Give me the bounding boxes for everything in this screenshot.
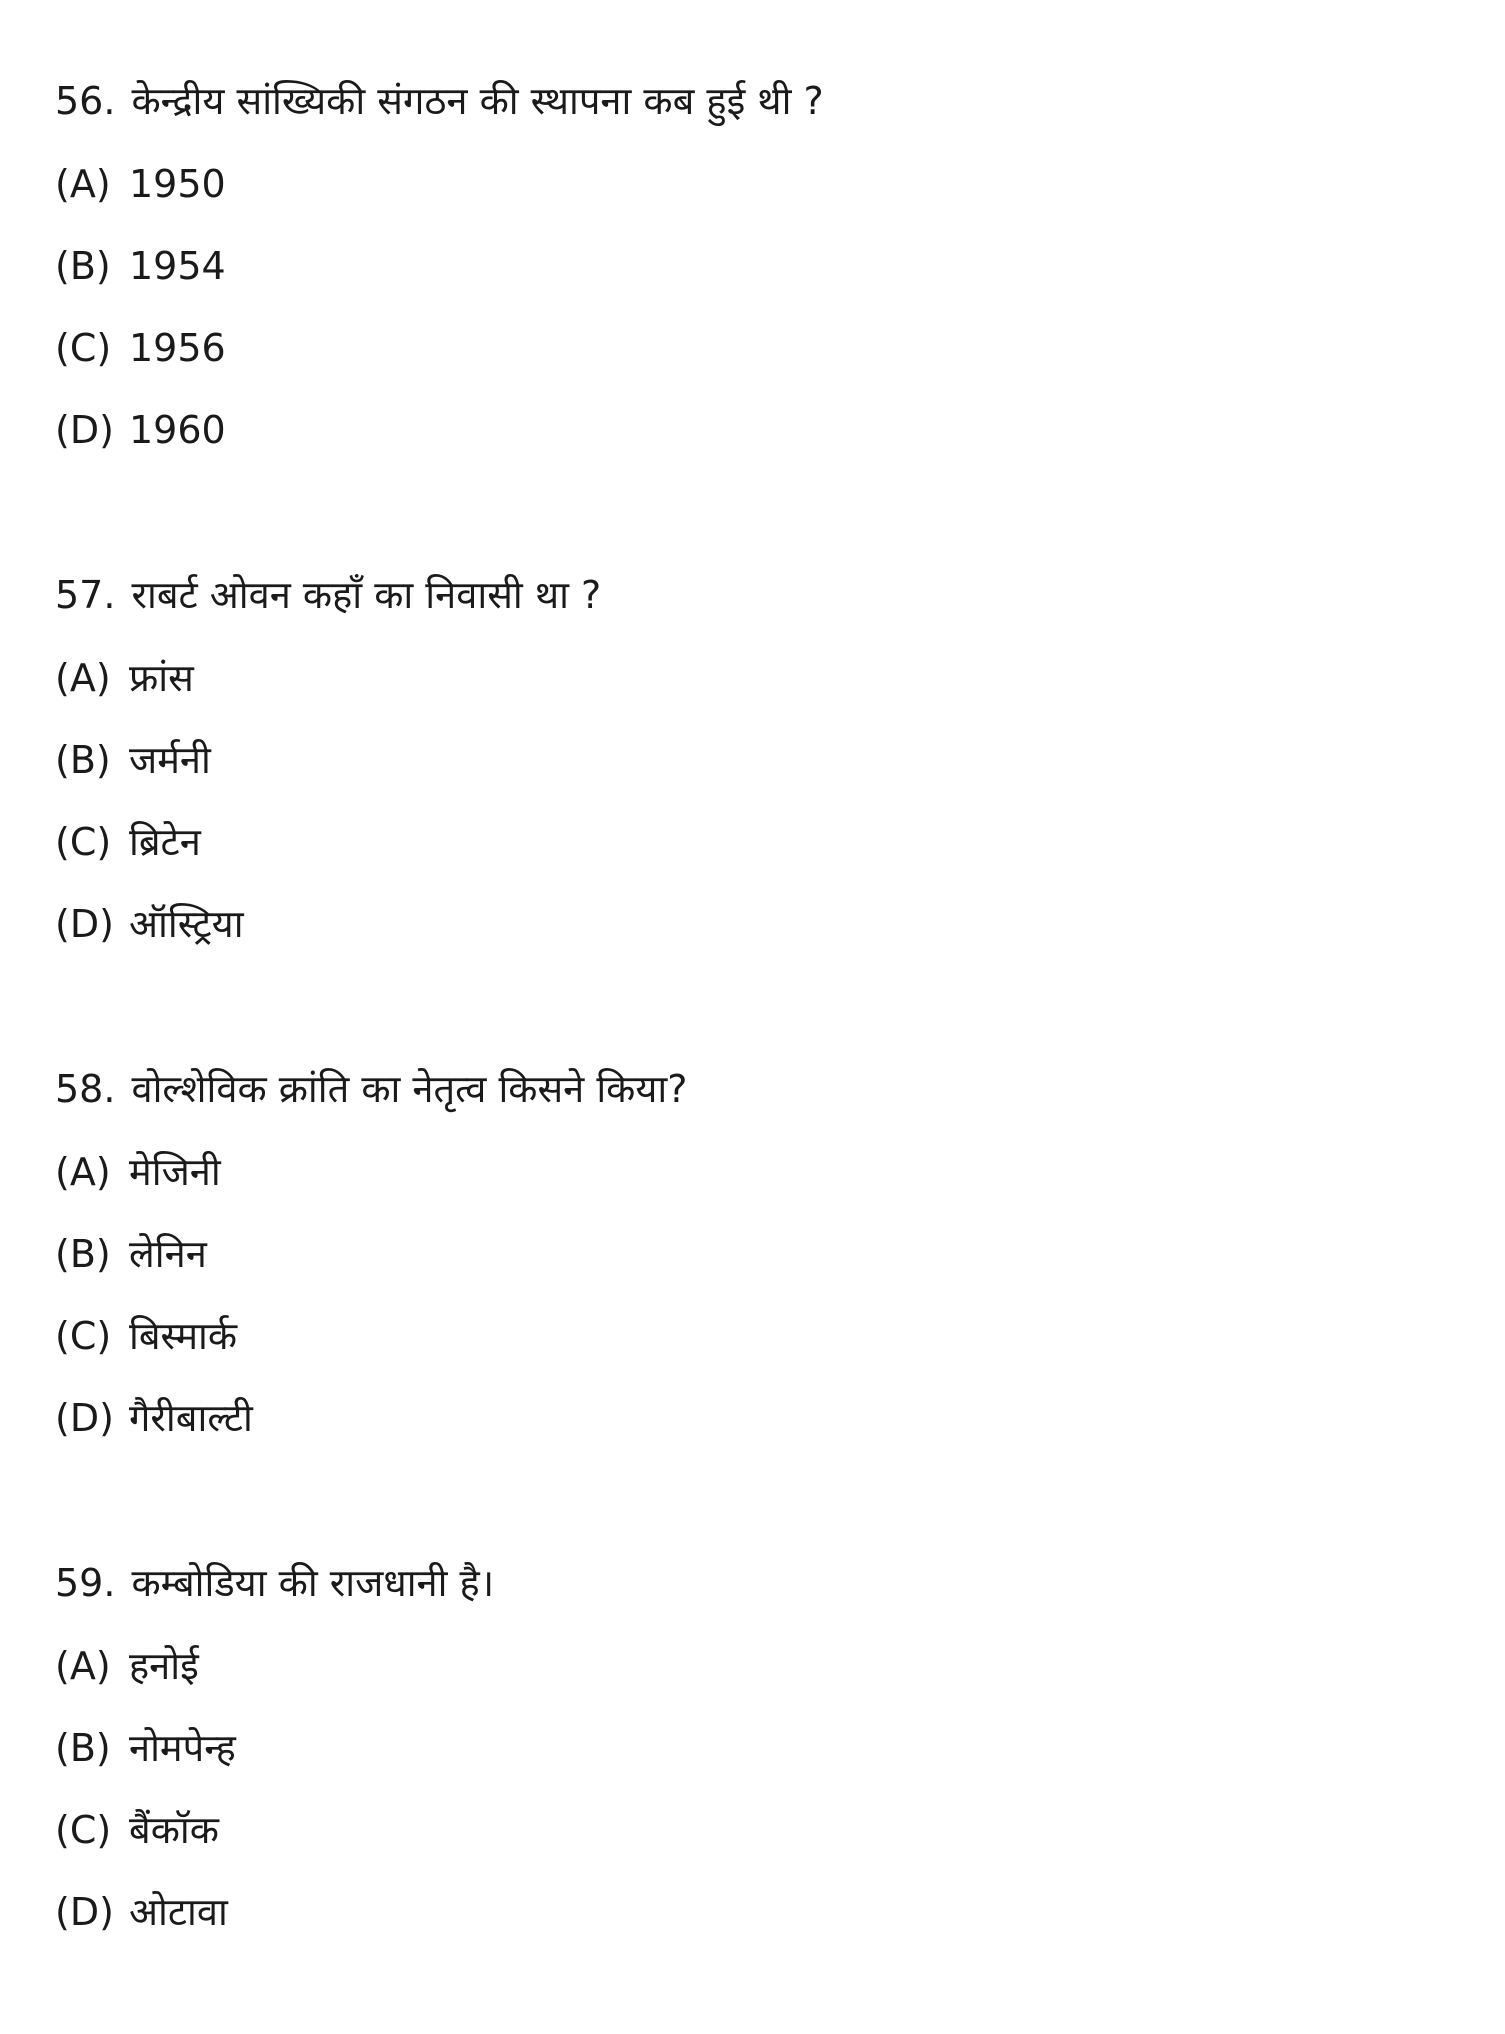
option-b[interactable] — [55, 731, 1455, 789]
option-label: (A) — [55, 1644, 111, 1688]
question-58 — [55, 1060, 1455, 1471]
question-number: 56. — [55, 79, 116, 123]
option-b[interactable] — [55, 1719, 1455, 1777]
option-label: (B) — [55, 738, 111, 782]
question-56 — [55, 72, 1455, 483]
option-d[interactable] — [55, 1389, 1455, 1447]
question-number: 57. — [55, 573, 116, 617]
option-text: 1960 — [129, 408, 226, 452]
option-list — [55, 155, 1455, 459]
option-label: (B) — [55, 1232, 111, 1276]
option-label: (A) — [55, 1150, 111, 1194]
option-c[interactable] — [55, 319, 1455, 377]
option-label: (B) — [55, 1726, 111, 1770]
option-text: ब्रिटेन — [129, 820, 201, 864]
option-list — [55, 1637, 1455, 1941]
option-label: (B) — [55, 244, 111, 288]
question-text: राबर्ट ओवन कहाँ का निवासी था ? — [131, 573, 602, 617]
option-a[interactable] — [55, 649, 1455, 707]
option-text: ओटावा — [129, 1890, 228, 1934]
question-text: कम्बोडिया की राजधानी है। — [131, 1561, 495, 1605]
option-label: (C) — [55, 326, 112, 370]
option-text: लेनिन — [129, 1232, 207, 1276]
option-text: बिस्मार्क — [129, 1314, 238, 1358]
option-label: (A) — [55, 656, 111, 700]
question-text: वोल्शेविक क्रांति का नेतृत्व किसने किया? — [131, 1067, 688, 1111]
question-number: 58. — [55, 1067, 116, 1111]
option-text: गैरीबाल्टी — [129, 1396, 253, 1440]
option-label: (D) — [55, 1890, 114, 1934]
option-label: (A) — [55, 162, 111, 206]
option-d[interactable] — [55, 895, 1455, 953]
option-text: जर्मनी — [129, 738, 211, 782]
option-label: (D) — [55, 1396, 114, 1440]
option-text: मेजिनी — [129, 1150, 221, 1194]
option-a[interactable] — [55, 1143, 1455, 1201]
option-label: (C) — [55, 820, 112, 864]
question-text-row — [55, 72, 1455, 130]
option-d[interactable] — [55, 401, 1455, 459]
option-text: 1954 — [129, 244, 226, 288]
question-text-row — [55, 566, 1455, 624]
question-number: 59. — [55, 1561, 116, 1605]
question-text-row — [55, 1554, 1455, 1612]
question-57 — [55, 566, 1455, 977]
question-59 — [55, 1554, 1455, 1965]
option-text: ऑस्ट्रिया — [129, 902, 244, 946]
option-text: 1956 — [129, 326, 226, 370]
option-c[interactable] — [55, 1801, 1455, 1859]
option-c[interactable] — [55, 1307, 1455, 1365]
option-d[interactable] — [55, 1883, 1455, 1941]
option-text: नोमपेन्ह — [129, 1726, 236, 1770]
option-label: (C) — [55, 1314, 112, 1358]
option-b[interactable] — [55, 237, 1455, 295]
option-b[interactable] — [55, 1225, 1455, 1283]
option-label: (D) — [55, 408, 114, 452]
option-text: बैंकॉक — [129, 1808, 219, 1852]
option-list — [55, 1143, 1455, 1447]
option-text: फ्रांस — [129, 656, 194, 700]
option-label: (C) — [55, 1808, 112, 1852]
option-a[interactable] — [55, 1637, 1455, 1695]
question-text: केन्द्रीय सांख्यिकी संगठन की स्थापना कब हुई थी ? — [131, 79, 824, 123]
option-text: 1950 — [129, 162, 226, 206]
option-text: हनोई — [129, 1644, 199, 1688]
option-a[interactable] — [55, 155, 1455, 213]
option-label: (D) — [55, 902, 114, 946]
option-list — [55, 649, 1455, 953]
option-c[interactable] — [55, 813, 1455, 871]
question-text-row — [55, 1060, 1455, 1118]
